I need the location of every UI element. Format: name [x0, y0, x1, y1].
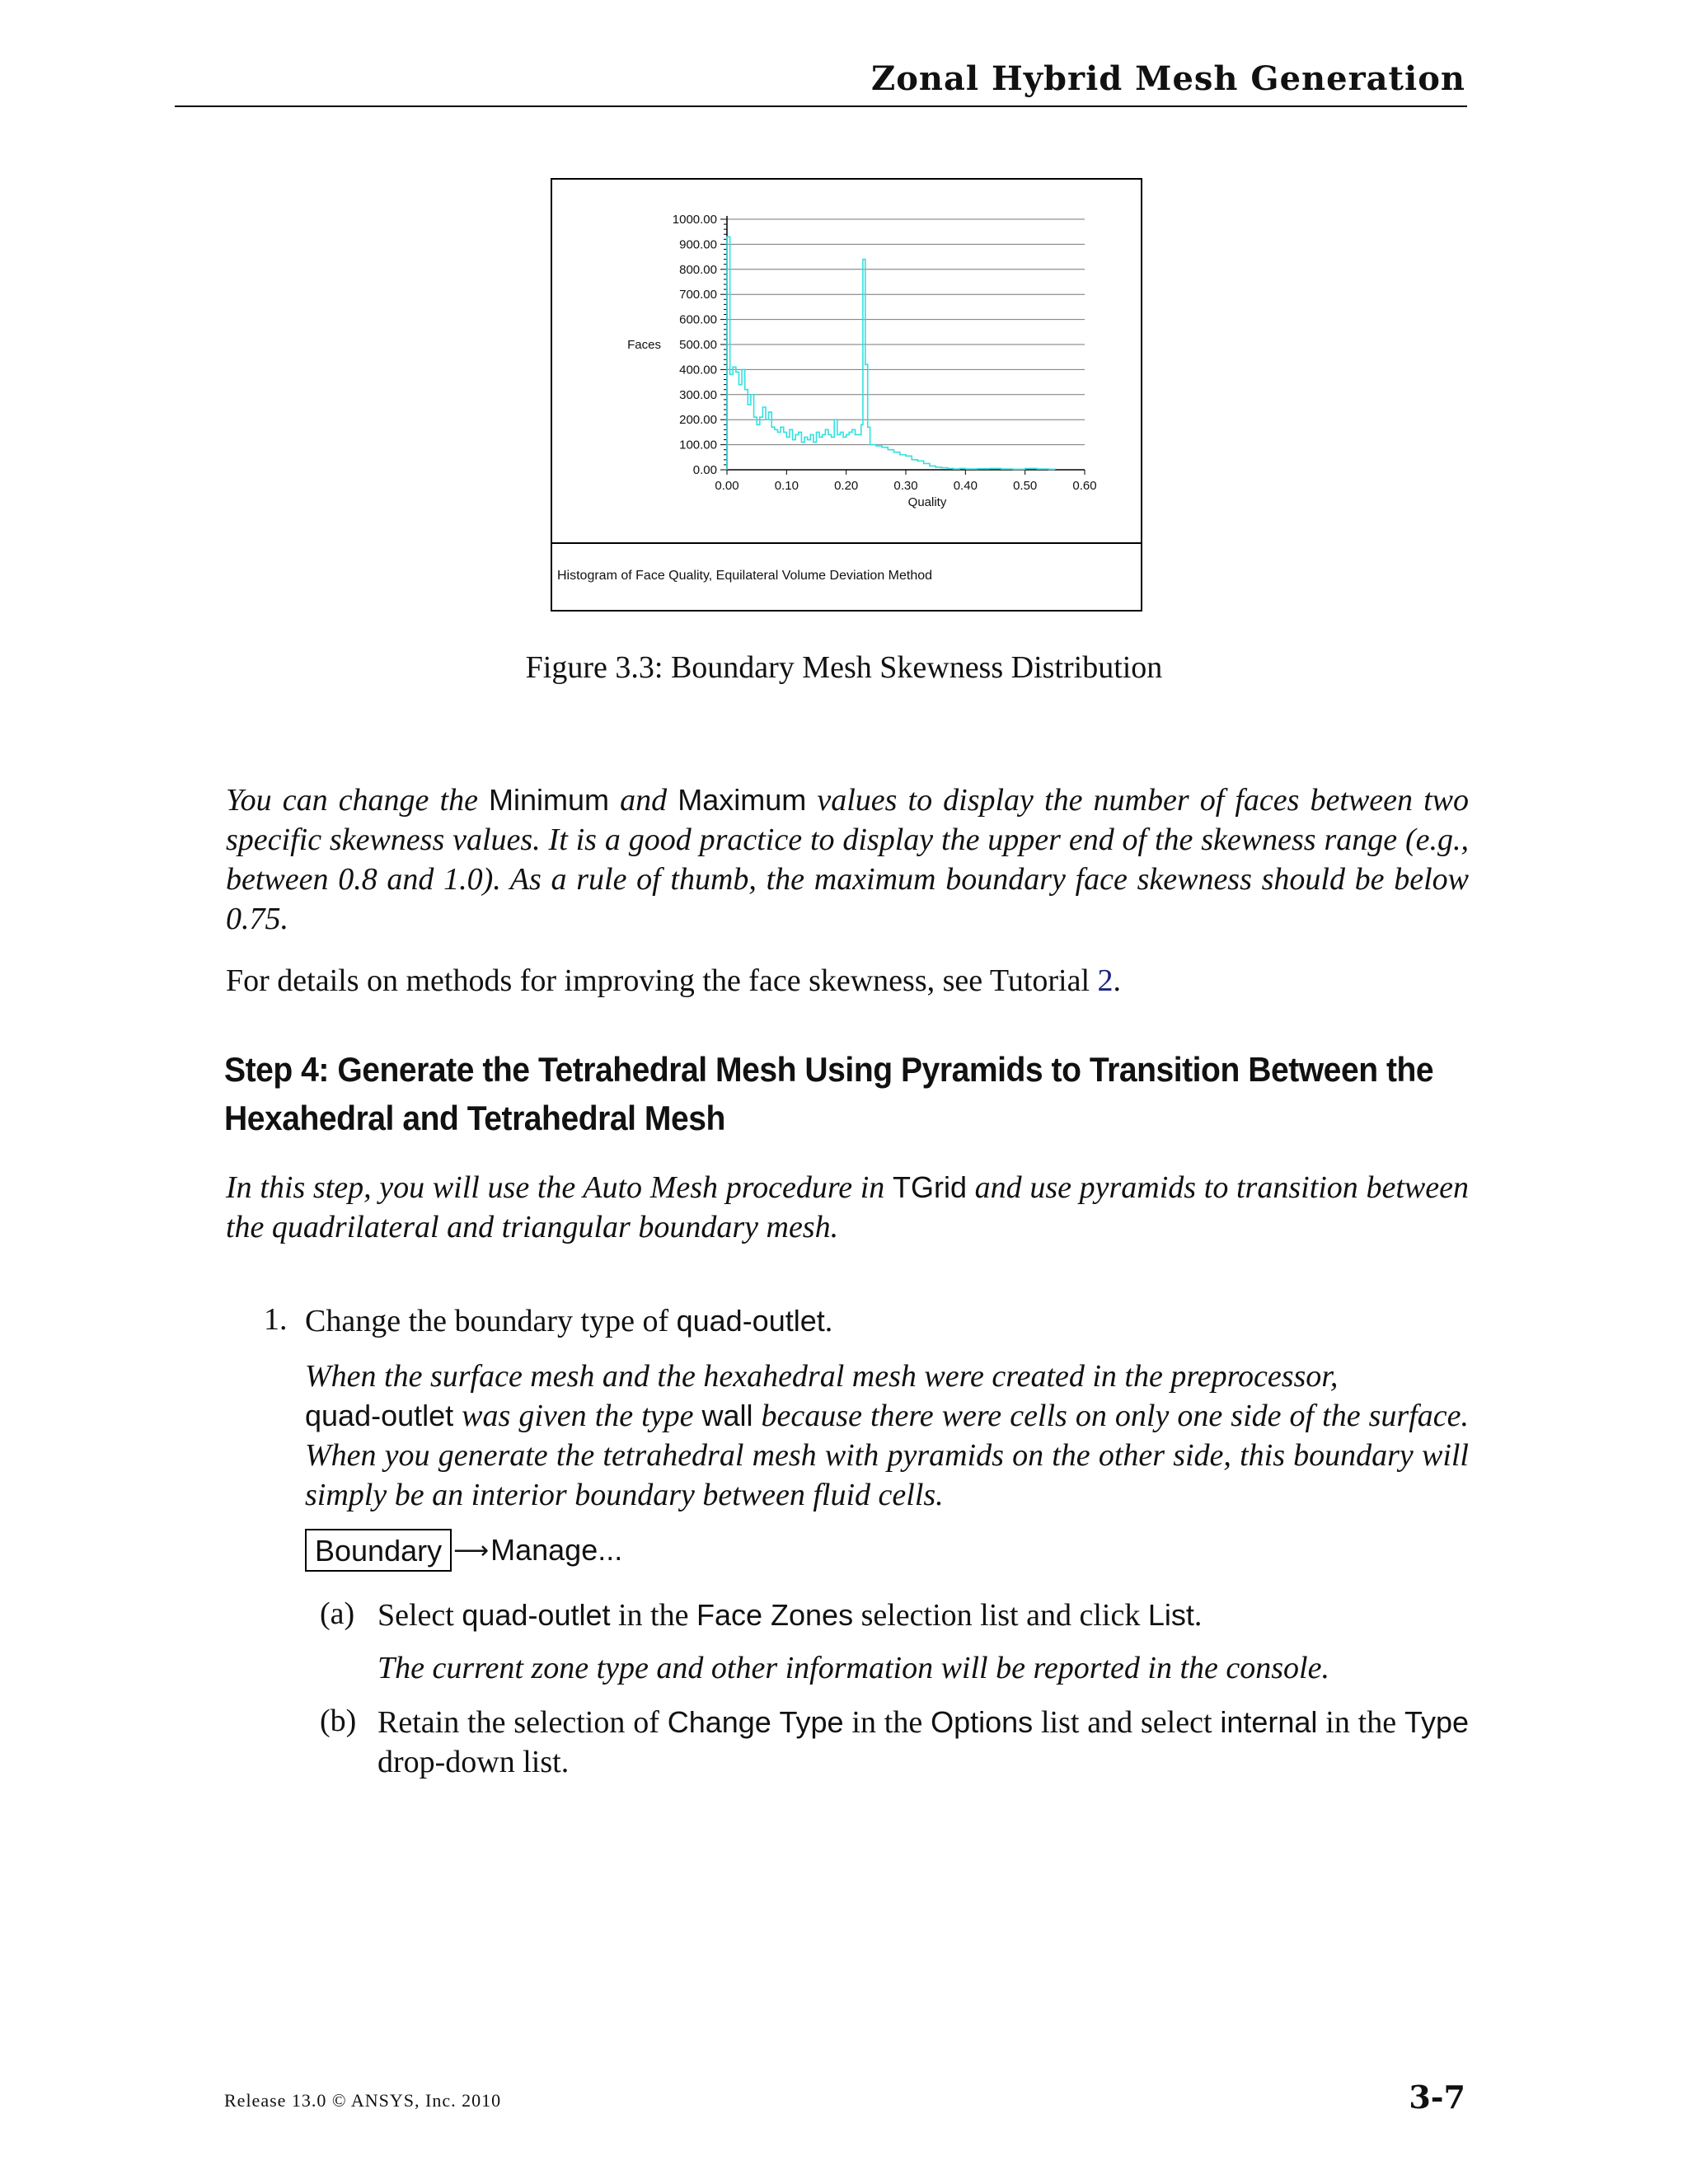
item-b-text: Retain the selection of Change Type in the Options list and select internal in the Type drop-down list.: [377, 1705, 1469, 1779]
figure-caption: Figure 3.3: Boundary Mesh Skewness Distribution: [525, 650, 1163, 685]
type-term: Type: [1404, 1705, 1469, 1739]
x-tick-label: 0.60: [1072, 479, 1097, 493]
face-zones-term: Face Zones: [696, 1598, 854, 1632]
y-tick-label: 900.00: [679, 237, 717, 252]
footer-release: Release 13.0 © ANSYS, Inc. 2010: [224, 2090, 502, 2111]
histogram-series-line: [727, 237, 1055, 470]
tgrid-term: TGrid: [892, 1170, 967, 1204]
y-tick-label: 300.00: [679, 387, 717, 402]
page-number: 3-7: [1409, 2079, 1465, 2116]
figure-divider: [552, 542, 1141, 544]
item-b-label: (b): [320, 1704, 357, 1738]
item-1-number: 1.: [264, 1302, 288, 1337]
x-tick-label: 0.20: [834, 479, 859, 493]
manage-menu-item[interactable]: Manage...: [490, 1533, 623, 1567]
item-1-note: When the surface mesh and the hexahedral mesh were created in the preprocessor, quad-outlet was given the type wall because there were cells on only one side of the surface. When you generate the tetrahedral mesh with pyramids on the other side, this boundary will simply be an interior boundary between fluid cells.: [305, 1359, 1469, 1512]
quad-outlet-term: quad-outlet: [305, 1399, 454, 1432]
y-tick-label: 200.00: [679, 413, 717, 428]
y-tick-label: 400.00: [679, 363, 717, 377]
quad-outlet-term: quad-outlet: [676, 1304, 825, 1338]
item-a-label: (a): [320, 1596, 355, 1631]
y-tick-label: 0.00: [692, 463, 717, 477]
change-type-term: Change Type: [667, 1705, 844, 1739]
item-a-note: The current zone type and other information will be reported in the console.: [377, 1651, 1329, 1685]
x-tick-label: 0.10: [774, 479, 799, 493]
histogram-label: Histogram of Face Quality, Equilateral Volume Deviation Method: [557, 569, 933, 583]
y-axis-label: Faces: [627, 338, 661, 352]
y-tick-label: 100.00: [679, 438, 717, 452]
internal-term: internal: [1220, 1705, 1318, 1739]
list-button-term: List: [1147, 1598, 1194, 1632]
running-header-title: Zonal Hybrid Mesh Generation: [871, 59, 1465, 98]
y-tick-label: 600.00: [679, 312, 717, 327]
step-intro-paragraph: In this step, you will use the Auto Mesh procedure in TGrid and use pyramids to transition between the quadrilateral and triangular boundary mesh.: [226, 1170, 1469, 1244]
y-tick-label: 500.00: [679, 338, 717, 352]
step-heading: Step 4: Generate the Tetrahedral Mesh Using Pyramids to Transition Between the Hexahedral and Tetrahedral Mesh: [224, 1050, 1434, 1137]
skewness-paragraph: You can change the Minimum and Maximum values to display the number of faces between two specific skewness values. It is a good practice to display the upper end of the skewness range (e.g., between 0.8 and 1.0). As a rule of thumb, the maximum boundary face skewness should be below 0.75.: [226, 783, 1470, 936]
header-rule: [175, 105, 1467, 107]
x-tick-label: 0.30: [893, 479, 918, 493]
menu-arrow-icon: ⟶: [453, 1535, 490, 1565]
details-paragraph: For details on methods for improving the face skewness, see Tutorial 2.: [226, 963, 1122, 998]
maximum-term: Maximum: [678, 783, 807, 817]
figure-box: [551, 178, 1142, 612]
menu-path: [305, 1529, 622, 1572]
item-1-text: Change the boundary type of quad-outlet.: [305, 1304, 833, 1338]
minimum-term: Minimum: [489, 783, 610, 817]
options-term: Options: [931, 1705, 1034, 1739]
tutorial-link[interactable]: 2: [1097, 963, 1114, 998]
boundary-menu[interactable]: Boundary: [305, 1529, 452, 1572]
x-tick-label: 0.50: [1013, 479, 1038, 493]
y-tick-label: 1000.00: [672, 213, 717, 227]
y-tick-label: 700.00: [679, 288, 717, 302]
quad-outlet-term: quad-outlet: [462, 1598, 611, 1632]
wall-term: wall: [701, 1399, 753, 1432]
x-tick-label: 0.00: [715, 479, 739, 493]
histogram-chart: [552, 180, 1141, 542]
x-axis-label: Quality: [907, 495, 947, 509]
y-tick-label: 800.00: [679, 262, 717, 277]
x-tick-label: 0.40: [953, 479, 978, 493]
item-a-text: Select quad-outlet in the Face Zones selection list and click List.: [377, 1598, 1203, 1633]
